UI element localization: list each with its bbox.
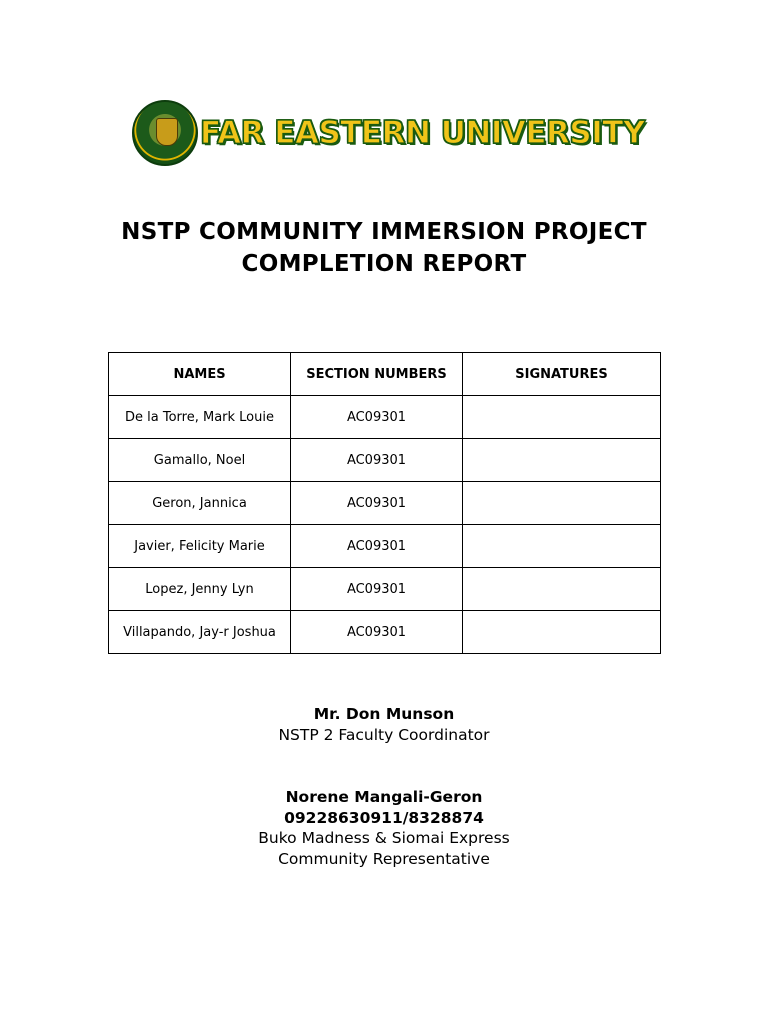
- table-row: [109, 396, 661, 439]
- member-section: AC09301: [291, 611, 463, 654]
- university-logo: [132, 97, 645, 169]
- member-section: AC09301: [291, 439, 463, 482]
- member-section: AC09301: [291, 482, 463, 525]
- member-name: Lopez, Jenny Lyn: [109, 568, 291, 611]
- table-row: [109, 439, 661, 482]
- representative-name: Norene Mangali-Geron: [285, 788, 483, 806]
- header-section-numbers: SECTION NUMBERS: [291, 353, 463, 396]
- members-table: [108, 352, 661, 654]
- report-title-line-1: NSTP COMMUNITY IMMERSION PROJECT: [121, 219, 647, 245]
- member-signature: [463, 568, 661, 611]
- table-row: [109, 568, 661, 611]
- member-signature: [463, 439, 661, 482]
- member-section: AC09301: [291, 396, 463, 439]
- table-row: [109, 482, 661, 525]
- report-title-line-2: COMPLETION REPORT: [241, 251, 527, 277]
- member-signature: [463, 611, 661, 654]
- member-section: AC09301: [291, 525, 463, 568]
- header-signatures: SIGNATURES: [463, 353, 661, 396]
- member-name: Javier, Felicity Marie: [109, 525, 291, 568]
- member-signature: [463, 396, 661, 439]
- table-row: [109, 611, 661, 654]
- header-names: NAMES: [109, 353, 291, 396]
- table-row: [109, 525, 661, 568]
- representative-role: Community Representative: [278, 849, 490, 868]
- member-section: AC09301: [291, 568, 463, 611]
- coordinator-name: Mr. Don Munson: [313, 705, 455, 723]
- coordinator-role: NSTP 2 Faculty Coordinator: [278, 725, 490, 744]
- representative-phone: 09228630911/8328874: [284, 808, 484, 827]
- member-signature: [463, 525, 661, 568]
- member-name: Villapando, Jay-r Joshua: [109, 611, 291, 654]
- university-wordmark: FAR EASTERN UNIVERSITY: [200, 115, 645, 151]
- community-representative-block: [0, 787, 768, 869]
- member-name: Geron, Jannica: [109, 482, 291, 525]
- member-signature: [463, 482, 661, 525]
- representative-business: Buko Madness & Siomai Express: [258, 829, 510, 847]
- table-header-row: [109, 353, 661, 396]
- member-name: Gamallo, Noel: [109, 439, 291, 482]
- faculty-coordinator-block: [0, 704, 768, 745]
- member-name: De la Torre, Mark Louie: [109, 396, 291, 439]
- university-seal-icon: [132, 100, 198, 166]
